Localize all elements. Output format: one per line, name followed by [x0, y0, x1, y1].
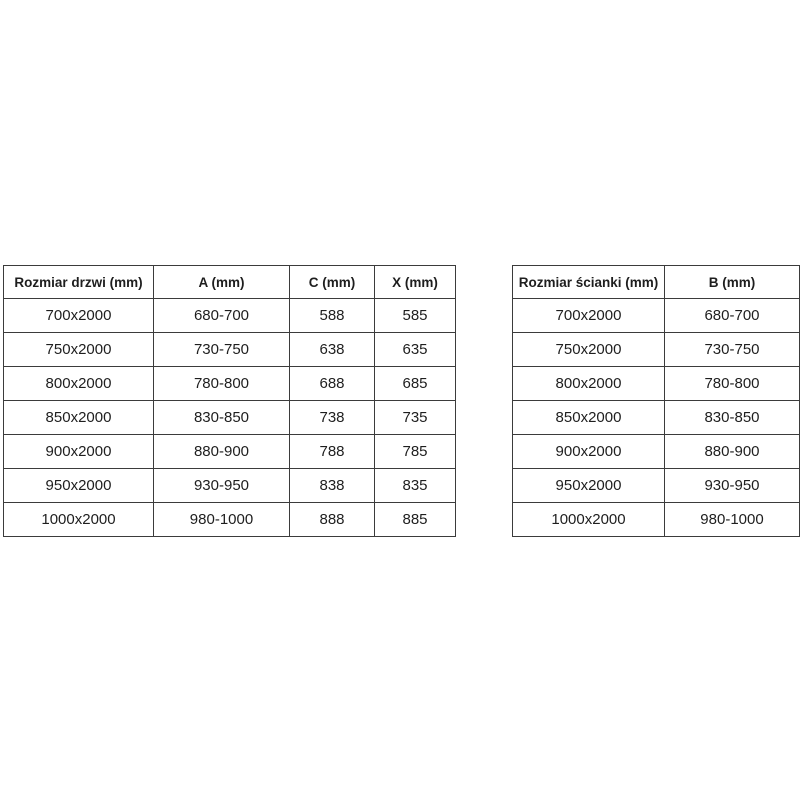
table-cell: 680-700	[665, 299, 800, 333]
table-row	[4, 401, 456, 435]
table-row	[4, 299, 456, 333]
table-cell: 780-800	[154, 367, 290, 401]
door-size-table	[3, 265, 456, 537]
table-cell: 835	[375, 469, 456, 503]
table-row	[513, 469, 800, 503]
column-header: Rozmiar drzwi (mm)	[4, 266, 154, 299]
table-cell: 830-850	[665, 401, 800, 435]
table-cell: 780-800	[665, 367, 800, 401]
table-cell: 680-700	[154, 299, 290, 333]
table-row	[4, 367, 456, 401]
table-cell: 785	[375, 435, 456, 469]
table-cell: 588	[290, 299, 375, 333]
table-row	[513, 333, 800, 367]
table-cell: 885	[375, 503, 456, 537]
table-cell: 830-850	[154, 401, 290, 435]
table-cell: 838	[290, 469, 375, 503]
table-row	[513, 367, 800, 401]
table-cell: 1000x2000	[513, 503, 665, 537]
table-cell: 900x2000	[4, 435, 154, 469]
column-header: Rozmiar ścianki (mm)	[513, 266, 665, 299]
table-cell: 700x2000	[513, 299, 665, 333]
table-cell: 688	[290, 367, 375, 401]
header-row	[513, 266, 800, 299]
table-row	[513, 435, 800, 469]
table-cell: 950x2000	[513, 469, 665, 503]
table-cell: 730-750	[154, 333, 290, 367]
table-cell: 850x2000	[4, 401, 154, 435]
table-cell: 585	[375, 299, 456, 333]
table-cell: 888	[290, 503, 375, 537]
table-cell: 638	[290, 333, 375, 367]
table-row	[513, 299, 800, 333]
column-header: C (mm)	[290, 266, 375, 299]
table-cell: 1000x2000	[4, 503, 154, 537]
table-row	[513, 401, 800, 435]
table-cell: 880-900	[154, 435, 290, 469]
table-row	[513, 503, 800, 537]
wall-size-table	[512, 265, 800, 537]
table-row	[4, 469, 456, 503]
table-cell: 980-1000	[154, 503, 290, 537]
table-cell: 750x2000	[513, 333, 665, 367]
table-cell: 700x2000	[4, 299, 154, 333]
table-cell: 850x2000	[513, 401, 665, 435]
column-header: B (mm)	[665, 266, 800, 299]
table-row	[4, 503, 456, 537]
table-cell: 800x2000	[513, 367, 665, 401]
header-row	[4, 266, 456, 299]
table-cell: 800x2000	[4, 367, 154, 401]
table-cell: 980-1000	[665, 503, 800, 537]
table-cell: 880-900	[665, 435, 800, 469]
table-cell: 730-750	[665, 333, 800, 367]
table-row	[4, 435, 456, 469]
table-cell: 750x2000	[4, 333, 154, 367]
table-cell: 950x2000	[4, 469, 154, 503]
table-cell: 900x2000	[513, 435, 665, 469]
table-cell: 685	[375, 367, 456, 401]
column-header: X (mm)	[375, 266, 456, 299]
table-row	[4, 333, 456, 367]
table-cell: 930-950	[154, 469, 290, 503]
table-cell: 738	[290, 401, 375, 435]
table-cell: 735	[375, 401, 456, 435]
table-cell: 635	[375, 333, 456, 367]
table-cell: 930-950	[665, 469, 800, 503]
column-header: A (mm)	[154, 266, 290, 299]
table-cell: 788	[290, 435, 375, 469]
